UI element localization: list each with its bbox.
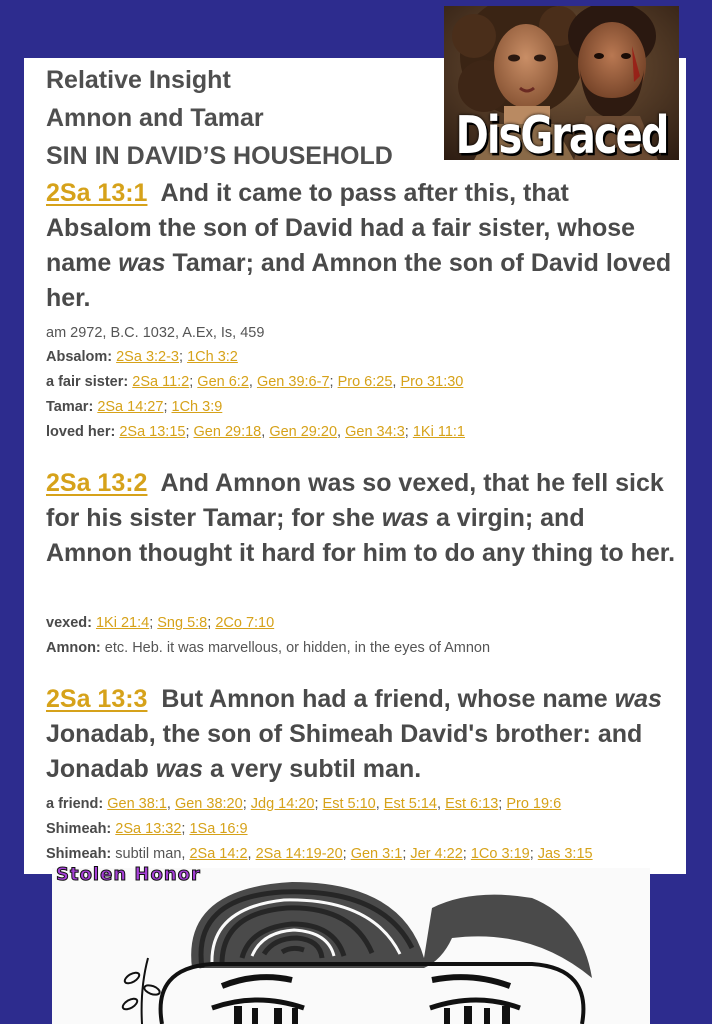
note-amnon: Amnon: etc. Heb. it was marvellous, or hidden, in the eyes of Amnon xyxy=(46,640,491,656)
ref-link[interactable]: Gen 38:20 xyxy=(174,796,243,812)
note-friend: a friend: Gen 38:1, Gen 38:20; Jdg 14:20; Est 5:10, Est 5:14, Est 6:13; Pro 19:6 xyxy=(46,796,562,812)
ref-link[interactable]: 1Ki 11:1 xyxy=(412,424,465,440)
heading-relative-insight: Relative Insight xyxy=(46,66,231,94)
ref-link[interactable]: 2Sa 3:2-3 xyxy=(116,349,179,365)
note-fair-sister: a fair sister: 2Sa 11:2; Gen 6:2, Gen 39:6-7; Pro 6:25, Pro 31:30 xyxy=(46,374,464,390)
stolen-honor-title: Stolen Honor xyxy=(56,864,201,885)
ref-link[interactable]: Gen 6:2 xyxy=(197,374,249,390)
note-vexed: vexed: 1Ki 21:4; Sng 5:8; 2Co 7:10 xyxy=(46,615,275,631)
verse-2sa-13-1: 2Sa 13:1 And it came to pass after this, that Absalom the son of David had a fair sister, whose name was Tamar; and Amnon the son of David loved her. xyxy=(46,179,672,312)
ref-link[interactable]: Est 5:14 xyxy=(383,796,437,812)
ref-link[interactable]: 1Ki 21:4 xyxy=(95,615,150,631)
disgraced-title: DisGraced xyxy=(455,106,668,160)
verse-ref-link[interactable]: 2Sa 13:2 xyxy=(46,469,148,497)
ref-link[interactable]: 2Sa 13:15 xyxy=(119,424,186,440)
note-meta: am 2972, B.C. 1032, A.Ex, Is, 459 xyxy=(46,325,265,341)
ref-link[interactable]: Est 5:10 xyxy=(322,796,376,812)
heading-sin-household: SIN IN DAVID’S HOUSEHOLD xyxy=(46,142,393,170)
ref-link[interactable]: 1Sa 16:9 xyxy=(189,821,248,837)
verse-2sa-13-3: 2Sa 13:3 But Amnon had a friend, whose name was Jonadab, the son of Shimeah David's brother: and Jonadab was a very subtil man. xyxy=(46,685,662,783)
ref-link[interactable]: 2Sa 14:19-20 xyxy=(255,846,343,862)
note-shimeah: Shimeah: 2Sa 13:32; 1Sa 16:9 xyxy=(46,821,248,837)
ref-link[interactable]: Sng 5:8 xyxy=(157,615,208,631)
verse-ref-link[interactable]: 2Sa 13:1 xyxy=(46,179,148,207)
ref-link[interactable]: Gen 38:1 xyxy=(107,796,167,812)
note-loved-her: loved her: 2Sa 13:15; Gen 29:18, Gen 29:20, Gen 34:3; 1Ki 11:1 xyxy=(46,424,465,440)
ref-link[interactable]: Pro 31:30 xyxy=(400,374,464,390)
ref-link[interactable]: Pro 6:25 xyxy=(337,374,393,390)
ref-link[interactable]: Pro 19:6 xyxy=(506,796,562,812)
ref-link[interactable]: Gen 29:20 xyxy=(269,424,338,440)
ref-link[interactable]: 1Ch 3:2 xyxy=(187,349,238,365)
crying-face-illustration xyxy=(52,868,650,1024)
heading-amnon-tamar: Amnon and Tamar xyxy=(46,104,264,132)
ref-link[interactable]: 2Sa 14:27 xyxy=(97,399,164,415)
ref-link[interactable]: Est 6:13 xyxy=(445,796,499,812)
ref-link[interactable]: Jas 3:15 xyxy=(537,846,593,862)
ref-link[interactable]: 1Ch 3:9 xyxy=(171,399,223,415)
study-card xyxy=(24,58,686,874)
note-tamar: Tamar: 2Sa 14:27; 1Ch 3:9 xyxy=(46,399,223,415)
ref-link[interactable]: Jdg 14:20 xyxy=(250,796,315,812)
ref-link[interactable]: 2Co 7:10 xyxy=(215,615,275,631)
note-absalom: Absalom: 2Sa 3:2-3; 1Ch 3:2 xyxy=(46,349,238,365)
ref-link[interactable]: Jer 4:22 xyxy=(410,846,463,862)
ref-link[interactable]: 2Sa 14:2 xyxy=(189,846,248,862)
ref-link[interactable]: Gen 3:1 xyxy=(350,846,403,862)
ref-link[interactable]: 2Sa 13:32 xyxy=(115,821,182,837)
ref-link[interactable]: 2Sa 11:2 xyxy=(132,374,190,390)
verse-ref-link[interactable]: 2Sa 13:3 xyxy=(46,685,148,713)
ref-link[interactable]: Gen 34:3 xyxy=(345,424,405,440)
note-shimeah-subtil: Shimeah: subtil man, 2Sa 14:2, 2Sa 14:19-20; Gen 3:1; Jer 4:22; 1Co 3:19; Jas 3:15 xyxy=(46,846,593,862)
verse-2sa-13-2: 2Sa 13:2 And Amnon was so vexed, that he fell sick for his sister Tamar; for she was a virgin; and Amnon thought it hard for him to do any thing to her. xyxy=(46,469,676,567)
ref-link[interactable]: Gen 39:6-7 xyxy=(256,374,330,390)
stolen-honor-art xyxy=(52,868,650,1024)
ref-link[interactable]: 1Co 3:19 xyxy=(470,846,530,862)
ref-link[interactable]: Gen 29:18 xyxy=(193,424,262,440)
disgraced-photo xyxy=(444,6,679,160)
